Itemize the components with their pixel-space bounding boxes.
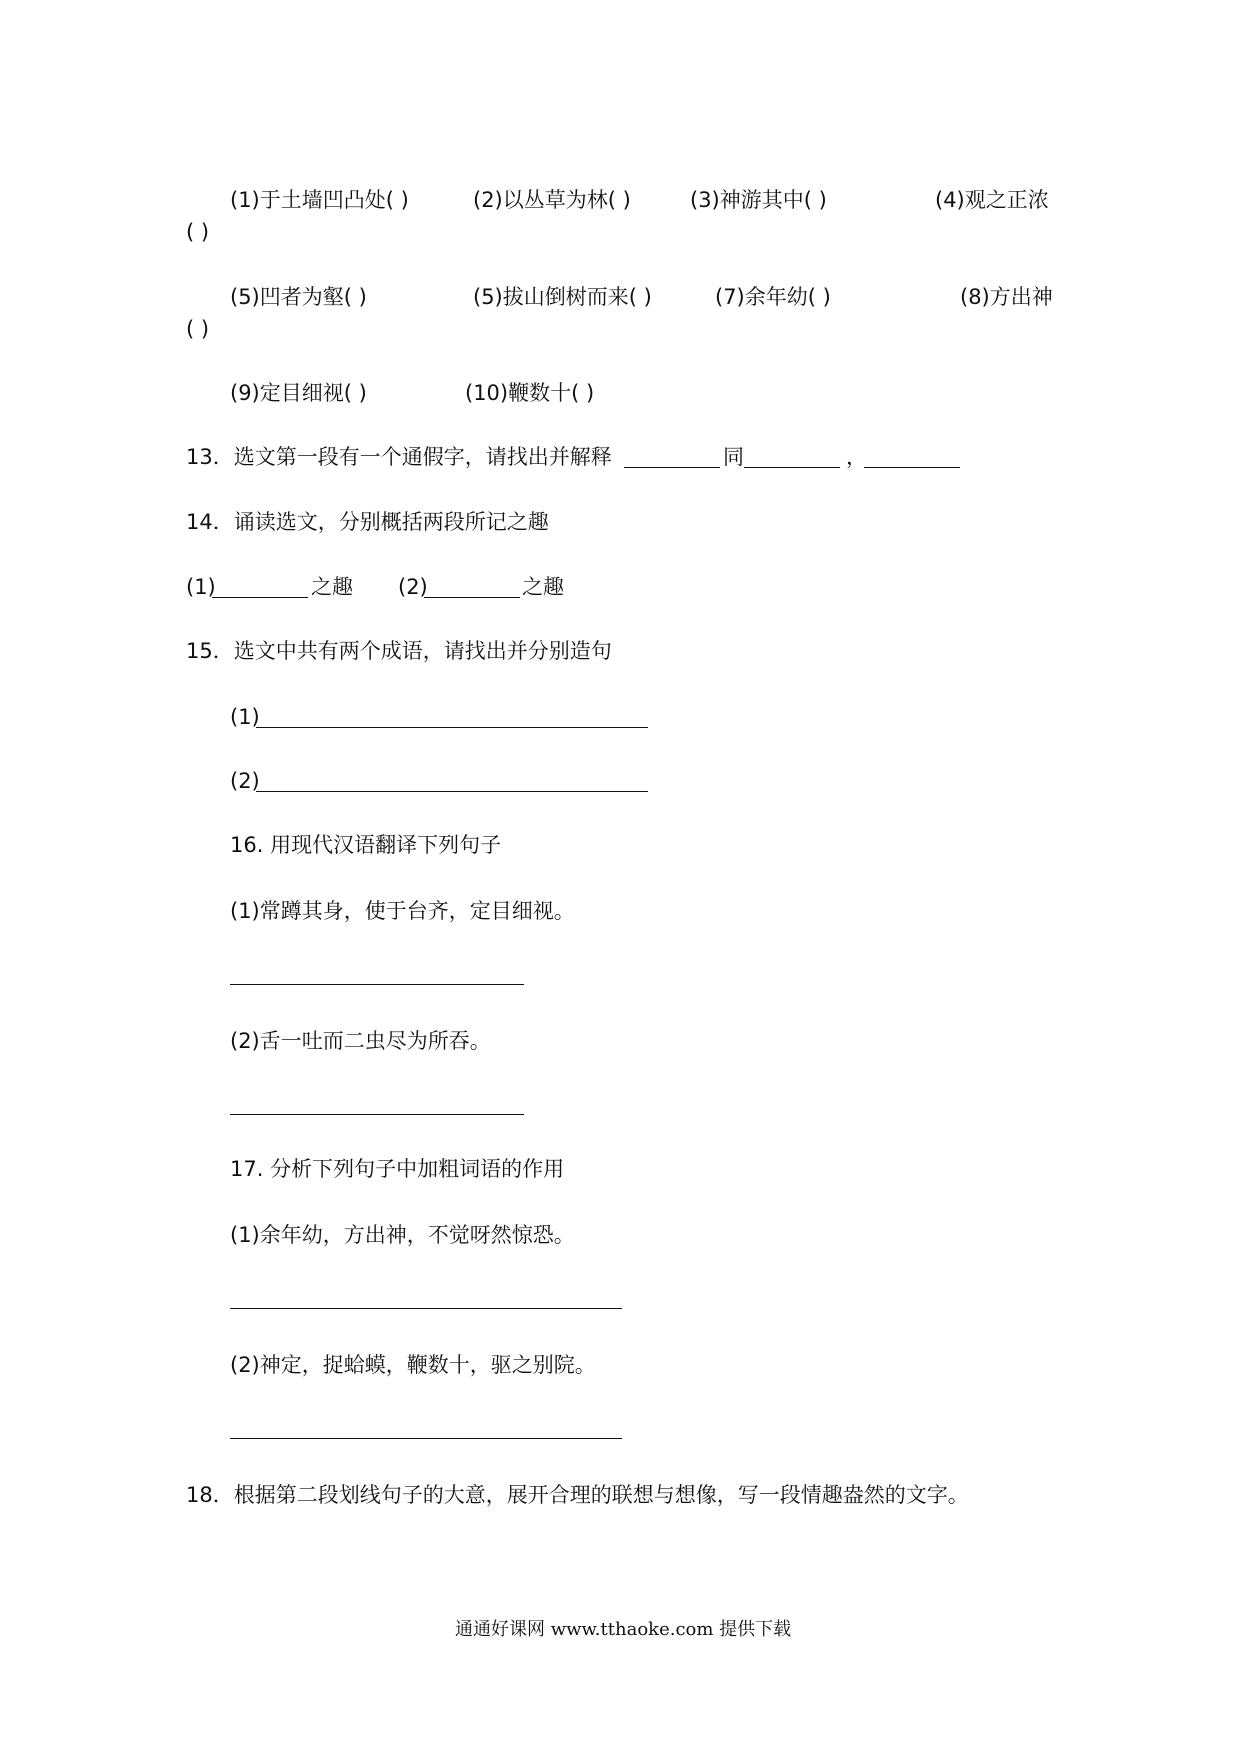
q16-blank-2[interactable]	[230, 1114, 524, 1115]
q16-blank-1[interactable]	[230, 984, 524, 985]
q12-item-2: (2)以丛草为林( )	[473, 188, 631, 212]
q12-item-8-paren: ( )	[186, 317, 210, 341]
q13-blank-3[interactable]	[864, 467, 960, 468]
q13-blank-2[interactable]	[744, 467, 840, 468]
q15-blank-1[interactable]	[256, 727, 648, 728]
q12-item-7: (7)余年幼( )	[715, 285, 831, 309]
q12-item-1: (1)于土墙凹凸处( )	[230, 188, 409, 212]
q17-blank-1[interactable]	[230, 1308, 622, 1309]
page-footer: 通通好课网 www.tthaoke.com 提供下载	[455, 1619, 792, 1640]
q14-suffix-1: 之趣	[311, 575, 353, 599]
q12-item-6: (5)拔山倒树而来( )	[473, 285, 652, 309]
q17-blank-2[interactable]	[230, 1438, 622, 1439]
q13-comma: ，	[846, 445, 867, 469]
q12-item-4: (4)观之正浓	[935, 188, 1049, 212]
q15-blank-2[interactable]	[256, 791, 648, 792]
q12-item-10: (10)鞭数十( )	[465, 381, 595, 405]
q16-sentence-1: (1)常蹲其身，使于台齐，定目细视。	[230, 899, 575, 923]
q16-prompt: 16. 用现代汉语翻译下列句子	[230, 833, 502, 857]
q14-prompt: 14．诵读选文，分别概括两段所记之趣	[186, 510, 549, 534]
q17-sentence-1: (1)余年幼，方出神，不觉呀然惊恐。	[230, 1223, 575, 1247]
q14-suffix-2: 之趣	[522, 575, 564, 599]
q17-sentence-2: (2)神定，捉蛤蟆，鞭数十，驱之别院。	[230, 1353, 596, 1377]
q13-tong: 同	[723, 445, 744, 469]
q12-item-8: (8)方出神	[960, 285, 1053, 309]
q15-prompt: 15．选文中共有两个成语，请找出并分别造句	[186, 639, 612, 663]
q18-prompt: 18．根据第二段划线句子的大意，展开合理的联想与想像，写一段情趣盎然的文字。	[186, 1483, 969, 1507]
q14-label-2: (2)	[398, 575, 428, 599]
q13-blank-1[interactable]	[624, 467, 720, 468]
q15-label-1: (1)	[230, 705, 260, 729]
q12-item-5: (5)凹者为壑( )	[230, 285, 367, 309]
q12-item-9: (9)定目细视( )	[230, 381, 367, 405]
q14-label-1: (1)	[186, 575, 216, 599]
q12-item-4-paren: ( )	[186, 220, 210, 244]
q13-prompt: 13．选文第一段有一个通假字，请找出并解释	[186, 445, 612, 469]
q12-item-3: (3)神游其中( )	[690, 188, 827, 212]
q15-label-2: (2)	[230, 769, 260, 793]
q17-prompt: 17. 分析下列句子中加粗词语的作用	[230, 1157, 565, 1181]
q16-sentence-2: (2)舌一吐而二虫尽为所吞。	[230, 1029, 491, 1053]
q14-blank-2[interactable]	[424, 597, 520, 598]
q14-blank-1[interactable]	[212, 597, 308, 598]
